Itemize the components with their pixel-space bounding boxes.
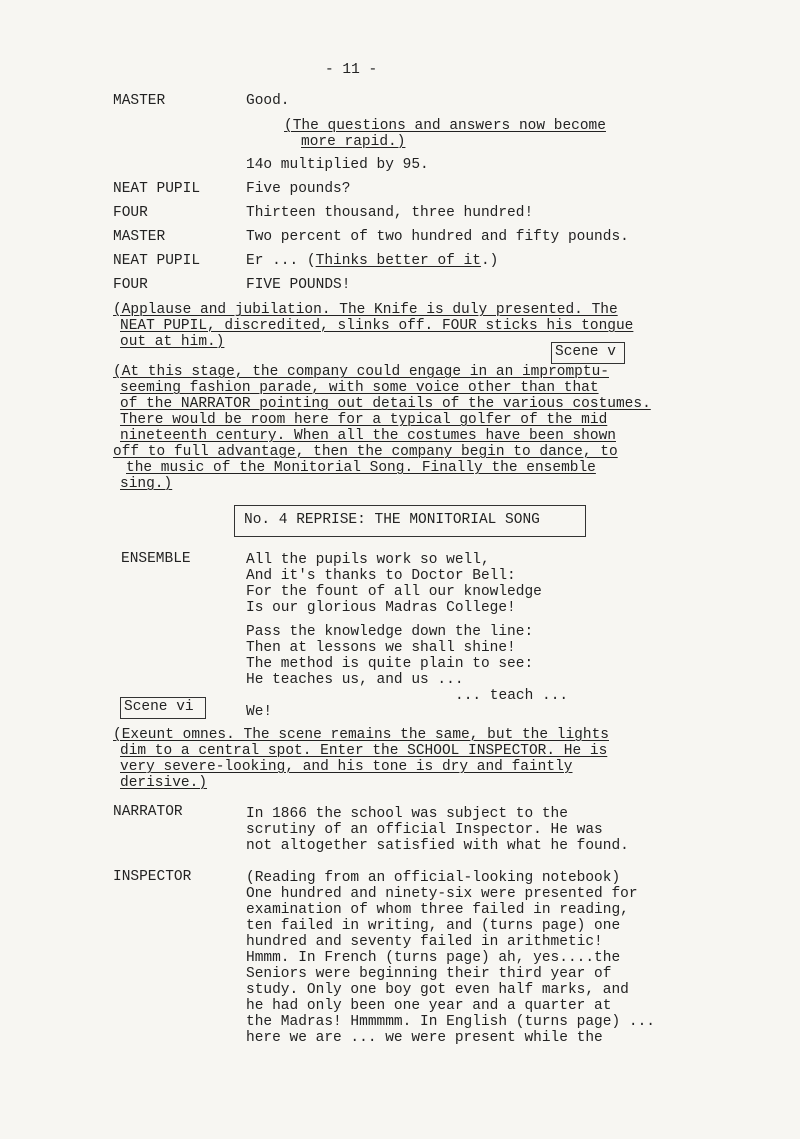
page-number: - 11 - [325,62,378,78]
stage-direction-line: dim to a central spot. Enter the SCHOOL INSPECTOR. He is [120,743,608,759]
dialogue-line: the Madras! Hmmmmm. In English (turns page) ... [246,1014,655,1030]
dialogue-line: FIVE POUNDS! [246,277,351,293]
verse-line: We! [246,704,273,720]
verse-line: The method is quite plain to see: [246,656,534,672]
stage-direction-line: (At this stage, the company could engage in an impromptu- [113,364,609,380]
scene-v-label: Scene v [555,344,616,360]
dialogue-line: Two percent of two hundred and fifty pounds. [246,229,629,245]
speaker-ensemble: ENSEMBLE [121,551,191,567]
stage-direction-line: more rapid.) [301,134,406,150]
stage-direction-line: off to full advantage, then the company begin to dance, to [113,444,618,460]
dialogue-line: he had only been one year and a quarter at [246,998,612,1014]
stage-direction-line: There would be room here for a typical golfer of the mid [120,412,608,428]
stage-direction-line: out at him.) [120,334,225,350]
verse-line: Pass the knowledge down the line: [246,624,534,640]
verse-line: Then at lessons we shall shine! [246,640,516,656]
dialogue-line: study. Only one boy got even half marks, and [246,982,629,998]
dialogue-line: hundred and seventy failed in arithmetic! [246,934,603,950]
dialogue-line: Thirteen thousand, three hundred! [246,205,534,221]
stage-direction-inline: Thinks better of it [315,253,481,269]
speaker-master: MASTER [113,93,166,109]
verse-line: He teaches us, and us ... [246,672,464,688]
verse-line: Is our glorious Madras College! [246,600,516,616]
verse-line: And it's thanks to Doctor Bell: [246,568,516,584]
dialogue-line: 14o multiplied by 95. [246,157,429,173]
dialogue-text: .) [480,253,499,269]
dialogue-line: Five pounds? [246,181,351,197]
dialogue-line: not altogether satisfied with what he found. [246,838,629,854]
speaker-four: FOUR [113,277,148,293]
dialogue-line: In 1866 the school was subject to the [246,806,568,822]
speaker-neat-pupil: NEAT PUPIL [113,253,201,269]
dialogue-line: Hmmm. In French (turns page) ah, yes....the [246,950,621,966]
stage-direction-line: (Exeunt omnes. The scene remains the same, but the lights [113,727,609,743]
dialogue-line: ten failed in writing, and (turns page) one [246,918,621,934]
dialogue-line: One hundred and ninety-six were presented for [246,886,638,902]
dialogue-line: Good. [246,93,290,109]
dialogue-line: here we are ... we were present while the [246,1030,603,1046]
dialogue-line: (Reading from an official-looking notebook) [246,870,621,886]
scene-vi-label: Scene vi [124,699,194,715]
speaker-four: FOUR [113,205,148,221]
stage-direction-line: very severe-looking, and his tone is dry and faintly [120,759,573,775]
stage-direction-line: nineteenth century. When all the costumes have been shown [120,428,616,444]
stage-direction-line: of the NARRATOR pointing out details of the various costumes. [120,396,651,412]
dialogue-line: Seniors were beginning their third year of [246,966,612,982]
stage-direction-line: seeming fashion parade, with some voice other than that [120,380,599,396]
dialogue-line: examination of whom three failed in reading, [246,902,629,918]
verse-line: All the pupils work so well, [246,552,490,568]
speaker-narrator: NARRATOR [113,804,183,820]
speaker-inspector: INSPECTOR [113,869,192,885]
stage-direction-line: derisive.) [120,775,208,791]
stage-direction-line: (The questions and answers now become [284,118,606,134]
verse-line: ... teach ... [455,688,569,704]
dialogue-text: Er ... ( [246,253,316,269]
speaker-master: MASTER [113,229,166,245]
verse-line: For the fount of all our knowledge [246,584,542,600]
dialogue-line: scrutiny of an official Inspector. He was [246,822,603,838]
dialogue-line [246,253,498,269]
stage-direction-line: the music of the Monitorial Song. Finally the ensemble [126,460,596,476]
stage-direction-line: NEAT PUPIL, discredited, slinks off. FOUR sticks his tongue [120,318,634,334]
stage-direction-line: sing.) [120,476,173,492]
stage-direction-line: (Applause and jubilation. The Knife is duly presented. The [113,302,618,318]
speaker-neat-pupil: NEAT PUPIL [113,181,201,197]
song-title: No. 4 REPRISE: THE MONITORIAL SONG [244,512,540,528]
